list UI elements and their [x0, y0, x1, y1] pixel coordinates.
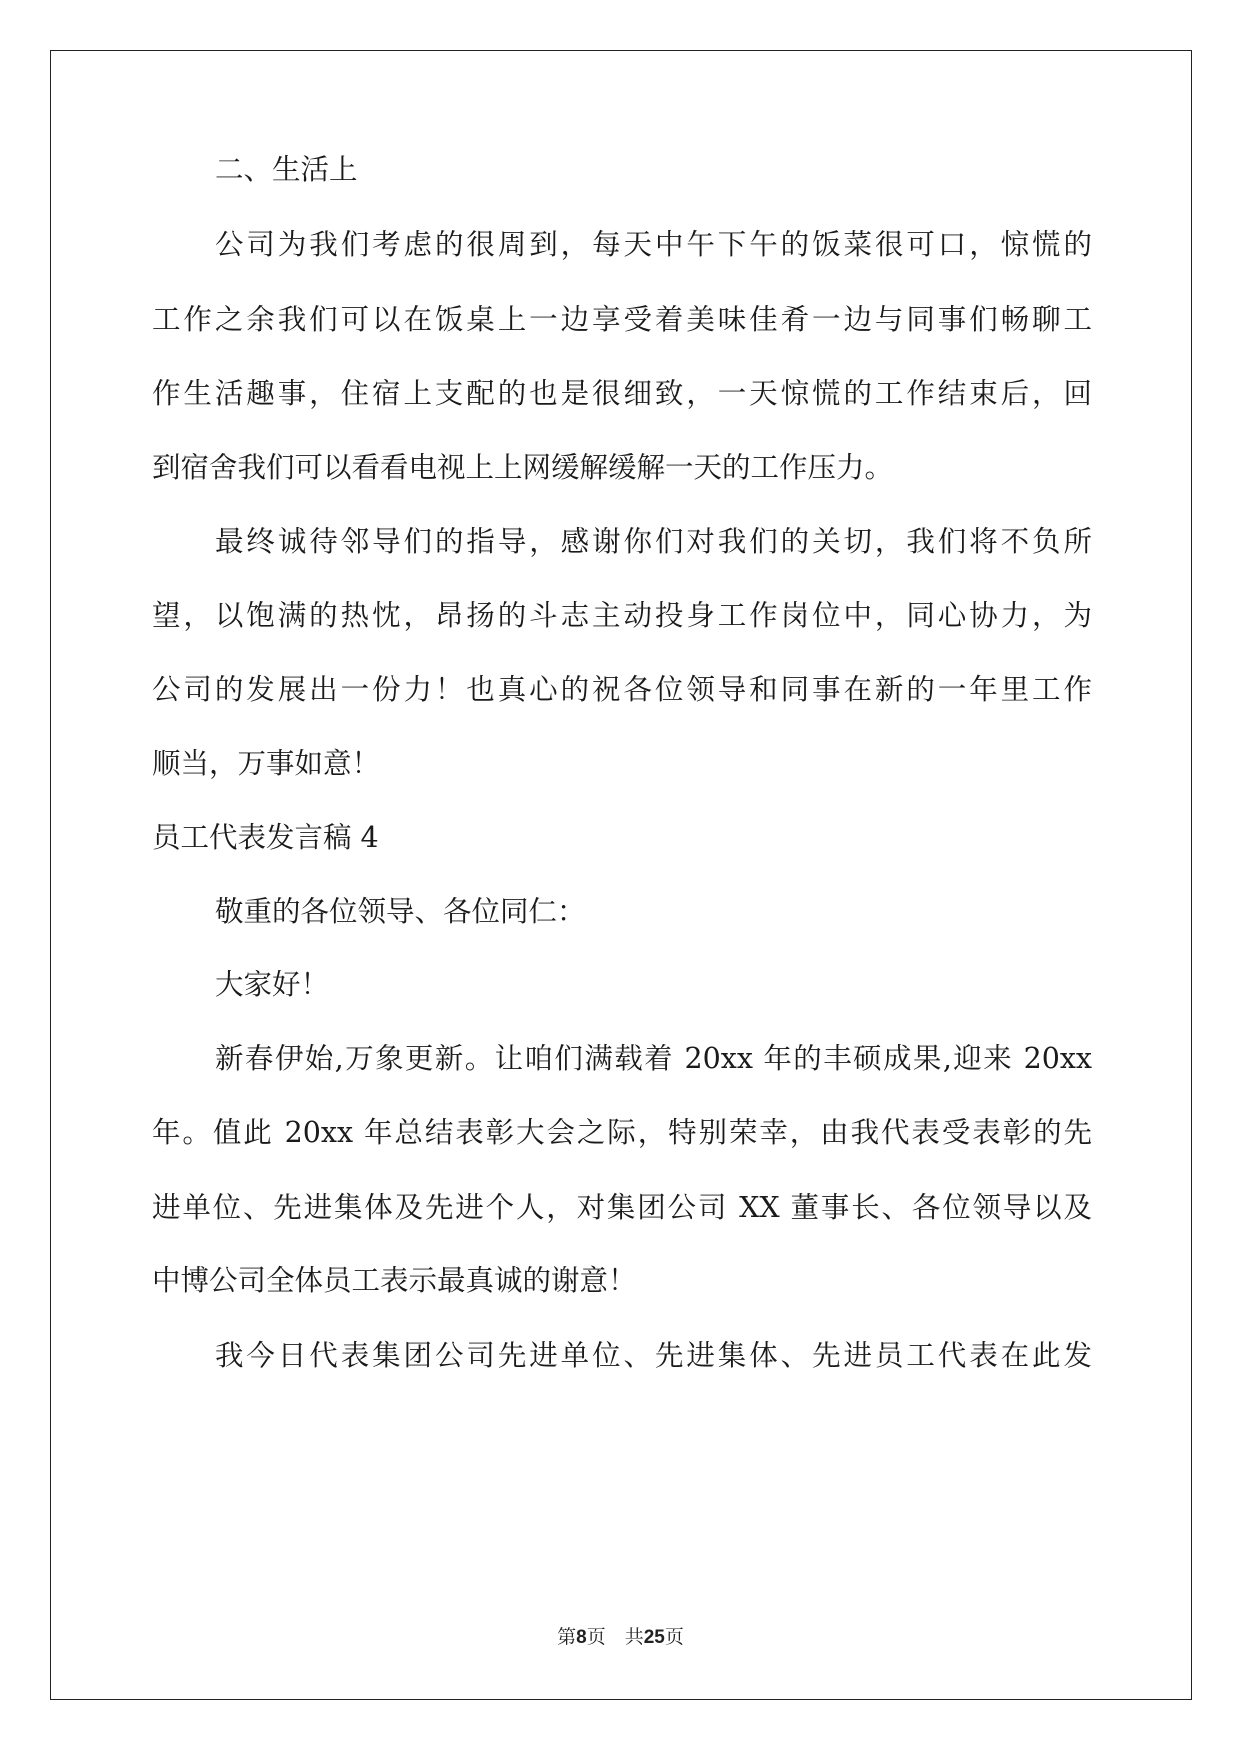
page-border [50, 50, 1192, 1700]
paragraph-line: 新春伊始,万象更新。让咱们满载着 20xx 年的丰硕成果,迎来 20xx [215, 1042, 1092, 1075]
paragraph-line: 望，以饱满的热忱，昂扬的斗志主动投身工作岗位中，同心协力，为 [152, 599, 1092, 632]
section-heading-life: 二、生活上 [215, 153, 358, 186]
paragraph-line: 到宿舍我们可以看看电视上上网缓解缓解一天的工作压力。 [152, 451, 894, 484]
footer-mid: 页 共 [586, 1626, 644, 1648]
paragraph-line: 最终诚待邻导们的指导，感谢你们对我们的关切，我们将不负所 [215, 525, 1092, 558]
footer-suffix: 页 [664, 1626, 684, 1648]
page-number: 8 [576, 1627, 587, 1648]
paragraph-line: 年。值此 20xx 年总结表彰大会之际，特别荣幸，由我代表受表彰的先 [152, 1116, 1092, 1149]
paragraph-line: 我今日代表集团公司先进单位、先进集体、先进员工代表在此发 [215, 1339, 1092, 1372]
paragraph-line: 进单位、先进集体及先进个人，对集团公司 XX 董事长、各位领导以及 [152, 1191, 1092, 1224]
paragraph-line: 中博公司全体员工表示最真诚的谢意！ [152, 1264, 637, 1297]
footer-prefix: 第 [557, 1626, 577, 1648]
speech-title: 员工代表发言稿 4 [152, 821, 379, 854]
paragraph-line: 工作之余我们可以在饭桌上一边享受着美味佳肴一边与同事们畅聊工 [152, 303, 1092, 336]
paragraph-line: 作生活趣事，住宿上支配的也是很细致，一天惊慌的工作结束后，回 [152, 377, 1092, 410]
paragraph-line: 公司为我们考虑的很周到，每天中午下午的饭菜很可口，惊慌的 [215, 228, 1092, 261]
paragraph-line: 公司的发展出一份力！也真心的祝各位领导和同事在新的一年里工作 [152, 673, 1092, 706]
paragraph-line: 顺当，万事如意！ [152, 747, 381, 780]
total-pages: 25 [643, 1627, 665, 1648]
salutation: 敬重的各位领导、各位同仁： [215, 895, 586, 928]
greeting: 大家好！ [215, 968, 330, 1001]
page-footer [0, 1625, 1241, 1650]
